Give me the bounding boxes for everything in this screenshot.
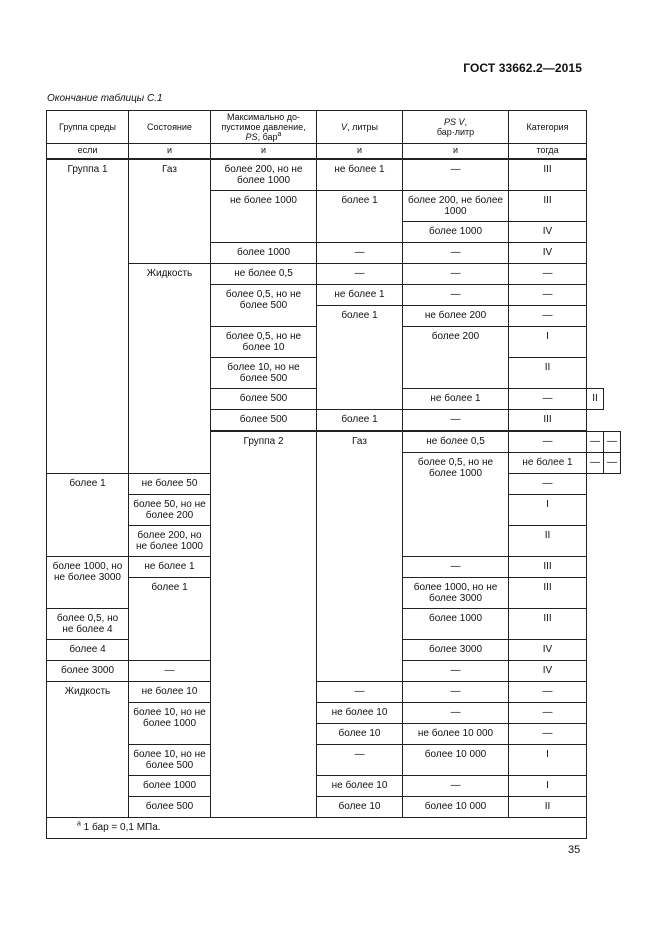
v-cell: — xyxy=(317,243,403,264)
ps-cell: более 0,5, но не более 1000 xyxy=(403,453,509,557)
psv-cell: — xyxy=(403,264,509,285)
relation-psv: и xyxy=(403,144,509,160)
category-cell: II xyxy=(509,526,587,557)
state-cell: Жидкость xyxy=(47,682,129,818)
category-cell: II xyxy=(587,389,604,410)
ps-cell: более 1000, но не более 3000 xyxy=(47,557,129,609)
category-cell: IV xyxy=(509,222,587,243)
ps-cell: не более 0,5 xyxy=(403,431,509,453)
psv-cell: — xyxy=(403,682,509,703)
psv-cell: — xyxy=(403,410,509,432)
state-cell: Газ xyxy=(129,159,211,264)
ps-cell: более 10, но не более 1000 xyxy=(129,703,211,745)
header-v xyxy=(317,111,403,144)
category-cell: — xyxy=(509,306,587,327)
category-cell: II xyxy=(509,797,587,818)
v-cell: более 1 xyxy=(47,474,129,557)
group-cell: Группа 2 xyxy=(211,431,317,818)
ps-cell: более 0,5, но не более 500 xyxy=(211,285,317,327)
header-ps-symbol: PS xyxy=(245,131,258,142)
standard-number: ГОСТ 33662.2—2015 xyxy=(463,61,582,75)
table-row xyxy=(47,797,621,818)
category-table xyxy=(46,110,621,839)
psv-cell: — xyxy=(403,285,509,306)
psv-cell: не более 10 000 xyxy=(403,724,509,745)
header-ps xyxy=(211,111,317,144)
header-ps-text: Максимально до-пустимое давление, xyxy=(221,112,306,133)
ps-cell: более 4 xyxy=(47,640,129,661)
psv-cell: — xyxy=(403,243,509,264)
v-cell: не более 1 xyxy=(317,159,403,191)
relation-state: и xyxy=(129,144,211,160)
category-cell: III xyxy=(509,410,587,432)
psv-cell: — xyxy=(403,557,509,578)
psv-cell: не более 50 xyxy=(129,474,211,495)
v-cell: не более 10 xyxy=(317,776,403,797)
category-cell: — xyxy=(509,703,587,724)
v-cell: более 10 xyxy=(317,797,403,818)
table-row xyxy=(47,703,621,724)
psv-cell: более 50, но не более 200 xyxy=(129,495,211,526)
footnote-row xyxy=(47,818,621,839)
category-cell: — xyxy=(509,682,587,703)
header-psv-symbol: PS V xyxy=(443,117,465,128)
category-cell: I xyxy=(509,776,587,797)
v-cell: не более 1 xyxy=(509,453,587,474)
ps-cell: более 500 xyxy=(129,797,211,818)
psv-cell: — xyxy=(587,431,604,453)
category-cell: III xyxy=(509,159,587,191)
v-cell: — xyxy=(129,661,211,682)
ps-cell: более 200, но не более 1000 xyxy=(211,159,317,191)
header-category: Категория xyxy=(509,111,587,144)
psv-cell: более 3000 xyxy=(403,640,509,661)
psv-cell: — xyxy=(587,453,604,474)
footnote-mark: a xyxy=(77,820,81,828)
v-cell: не более 1 xyxy=(317,285,403,306)
category-cell: IV xyxy=(509,243,587,264)
ps-cell: более 0,5, но не более 10 xyxy=(211,327,317,358)
psv-cell: более 200, не более 1000 xyxy=(403,191,509,222)
group-cell: Группа 1 xyxy=(47,159,129,474)
footnote-text: 1 бар = 0,1 МПа. xyxy=(80,822,161,833)
v-cell: более 1 xyxy=(129,578,211,661)
v-cell: — xyxy=(317,264,403,285)
header-psv-unit: бар·литр xyxy=(436,127,475,137)
v-cell: более 1 xyxy=(317,306,403,410)
header-v-unit: , литры xyxy=(347,122,378,133)
psv-cell: более 200, но не более 1000 xyxy=(129,526,211,557)
v-cell: — xyxy=(509,431,587,453)
v-cell: более 1 xyxy=(317,191,403,243)
psv-cell: более 1000 xyxy=(403,222,509,243)
table-row xyxy=(47,159,621,191)
v-cell: не более 1 xyxy=(403,389,509,410)
psv-cell: — xyxy=(403,661,509,682)
v-cell: не более 10 xyxy=(317,703,403,724)
table-row xyxy=(47,264,621,285)
v-cell: — xyxy=(317,745,403,776)
state-cell: Жидкость xyxy=(129,264,211,474)
psv-cell: — xyxy=(403,159,509,191)
relation-v: и xyxy=(317,144,403,160)
ps-cell: не более 0,5 xyxy=(211,264,317,285)
psv-cell: более 200 xyxy=(403,327,509,389)
header-group: Группа среды xyxy=(47,111,129,144)
relations-row xyxy=(47,144,621,160)
psv-cell: — xyxy=(403,776,509,797)
category-cell: III xyxy=(509,578,587,609)
psv-cell: более 10 000 xyxy=(403,797,509,818)
header-psv-sep: , xyxy=(464,117,468,128)
category-cell: III xyxy=(509,609,587,640)
state-cell: Газ xyxy=(317,431,403,682)
page-number: 35 xyxy=(568,844,581,856)
ps-cell: более 500 xyxy=(211,389,317,410)
category-cell: — xyxy=(509,724,587,745)
category-cell: IV xyxy=(509,640,587,661)
category-cell: — xyxy=(509,474,587,495)
footnote-marker: a xyxy=(277,130,282,138)
ps-cell: не более 1000 xyxy=(211,191,317,243)
footnote xyxy=(47,818,587,839)
v-cell: — xyxy=(317,682,403,703)
psv-cell: не более 200 xyxy=(403,306,509,327)
psv-cell: более 1000, но не более 3000 xyxy=(403,578,509,609)
ps-cell: не более 10 xyxy=(129,682,211,703)
table-caption: Окончание таблицы С.1 xyxy=(47,93,163,104)
table-row xyxy=(47,776,621,797)
psv-cell: — xyxy=(509,389,587,410)
header-v-symbol: V xyxy=(341,122,348,133)
relation-category: тогда xyxy=(509,144,587,160)
table-row xyxy=(47,745,621,776)
v-cell: более 10 xyxy=(317,724,403,745)
category-cell: II xyxy=(509,358,587,389)
ps-cell: более 1000 xyxy=(129,776,211,797)
category-cell: III xyxy=(509,191,587,222)
relation-group: если xyxy=(47,144,129,160)
ps-cell: более 10, но не более 500 xyxy=(129,745,211,776)
ps-cell: более 3000 xyxy=(47,661,129,682)
category-cell: III xyxy=(509,557,587,578)
category-cell: — xyxy=(509,264,587,285)
ps-cell: более 1000 xyxy=(211,243,317,264)
table-row xyxy=(47,682,621,703)
category-cell: I xyxy=(509,495,587,526)
category-cell: I xyxy=(509,745,587,776)
header-row xyxy=(47,111,621,144)
ps-cell: более 500 xyxy=(211,410,317,432)
ps-cell: более 10, но не более 500 xyxy=(211,358,317,389)
psv-cell: более 10 000 xyxy=(403,745,509,776)
category-cell: IV xyxy=(509,661,587,682)
header-ps-unit: , бар xyxy=(257,131,278,142)
relation-ps: и xyxy=(211,144,317,160)
category-cell: — xyxy=(604,453,621,474)
v-cell: не более 1 xyxy=(129,557,211,578)
psv-cell: — xyxy=(403,703,509,724)
category-cell: — xyxy=(604,431,621,453)
ps-cell: более 0,5, но не более 4 xyxy=(47,609,129,640)
header-psv xyxy=(403,111,509,144)
category-cell: — xyxy=(509,285,587,306)
v-cell: более 1 xyxy=(317,410,403,432)
psv-cell: более 1000 xyxy=(403,609,509,640)
category-cell: I xyxy=(509,327,587,358)
header-state: Состояние xyxy=(129,111,211,144)
